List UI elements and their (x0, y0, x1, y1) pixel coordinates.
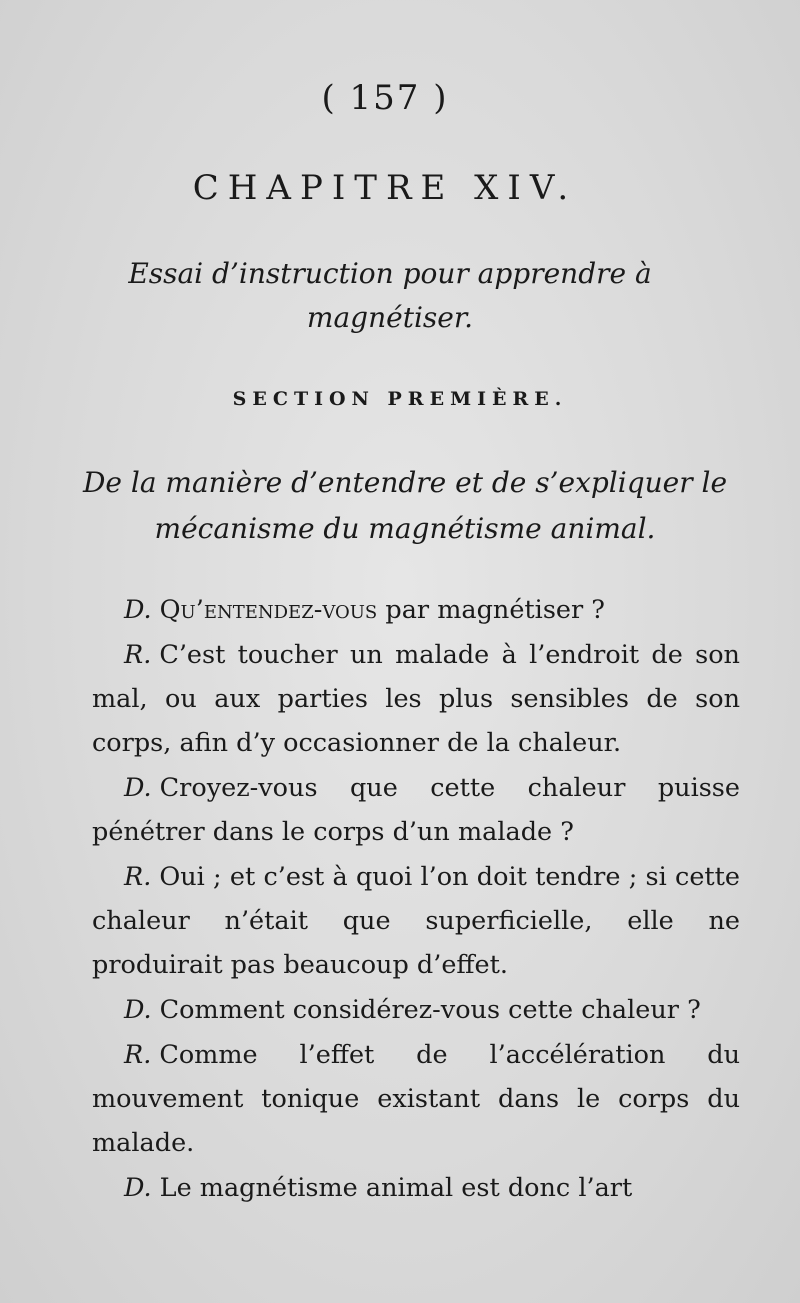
paragraph-text: Comment considérez-vous cette chaleur ? (159, 995, 701, 1025)
dialogue-paragraph (92, 855, 740, 987)
section-heading: SECTION PREMIÈRE. (232, 388, 568, 410)
speaker-label: D. (124, 595, 152, 625)
dialogue-paragraph (92, 588, 740, 632)
section-title: De la manière d’entendre et de s’expliquer le mécanisme du magnétisme animal. (82, 466, 728, 545)
dialogue-paragraph (92, 633, 740, 765)
dialogue-paragraph (92, 766, 740, 854)
chapter-subtitle: Essai d’instruction pour apprendre à magnétiser. (128, 257, 652, 334)
speaker-label: D. (124, 773, 152, 803)
paragraph-text: Comme l’effet de l’accélération du mouvement tonique existant dans le corps du malade. (92, 1040, 740, 1158)
paragraph-text: Oui ; et c’est à quoi l’on doit tendre ; si cette chaleur n’était que superficielle, elle ne produirait pas beaucoup d’effet. (92, 862, 740, 980)
dialogue-paragraph (92, 1166, 740, 1210)
paragraph-text: Croyez-vous que cette chaleur puisse pénétrer dans le corps d’un malade ? (92, 773, 740, 847)
dialogue (92, 588, 740, 1210)
chapter-title: CHAPITRE XIV. (192, 168, 578, 208)
speaker-label: R. (124, 862, 152, 892)
speaker-label: D. (124, 995, 152, 1025)
dialogue-paragraph (92, 1033, 740, 1165)
speaker-label: D. (124, 1173, 152, 1203)
dialogue-paragraph (92, 988, 740, 1032)
speaker-label: R. (124, 640, 152, 670)
paragraph-text: Le magnétisme animal est donc l’art (159, 1173, 633, 1203)
page-number: ( 157 ) (321, 78, 449, 118)
paragraph-text: C’est toucher un malade à l’endroit de son mal, ou aux parties les plus sensibles de son corps, afin d’y occasionner de la chaleur. (92, 640, 740, 758)
small-caps-lead: Qu’entendez-vous (159, 595, 378, 625)
paragraph-text: par magnétiser ? (385, 595, 605, 625)
speaker-label: R. (124, 1040, 152, 1070)
